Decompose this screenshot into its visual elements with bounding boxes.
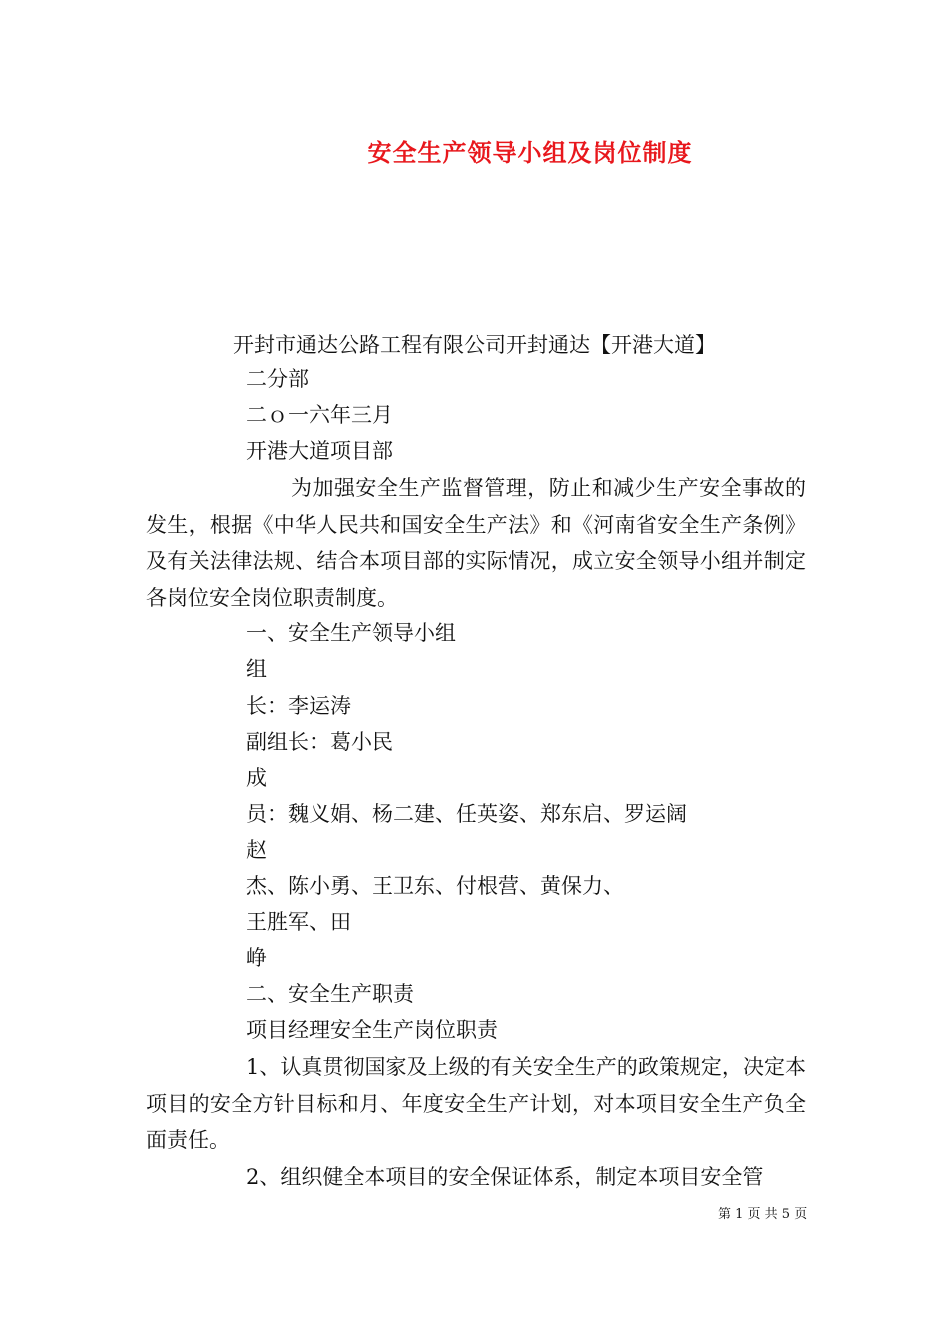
- intro-paragraph: 为加强安全生产监督管理，防止和减少生产安全事故的发生，根据《中华人民共和国安全生产法》和《河南省安全生产条例》及有关法律法规、结合本项目部的实际情况，成立安全领导小组并制定各岗位安全岗位职责制度。: [146, 476, 806, 610]
- document-date: 二ｏ一六年三月: [246, 403, 393, 427]
- page-footer: 第 1 页 共 5 页: [718, 1207, 808, 1222]
- division-name: 二分部: [246, 367, 309, 391]
- member-line: 王胜军、田: [246, 910, 351, 934]
- member-line: 赵: [246, 838, 267, 862]
- duty-item-1: 1、认真贯彻国家及上级的有关安全生产的政策规定，决定本项目的安全方针目标和月、年度安全生产计划，对本项目安全生产负全面责任。: [146, 1055, 806, 1152]
- duty-item-2: 2、组织健全本项目的安全保证体系，制定本项目安全管: [246, 1165, 764, 1189]
- member-line: 长：李运涛: [246, 694, 351, 718]
- member-line: 成: [246, 766, 267, 790]
- document-title: 安全生产领导小组及岗位制度: [367, 138, 693, 167]
- member-line: 杰、陈小勇、王卫东、付根营、黄保力、: [246, 874, 624, 898]
- member-line: 峥: [246, 946, 267, 970]
- section2-heading: 二、安全生产职责: [246, 982, 414, 1006]
- member-line: 副组长：葛小民: [246, 730, 393, 754]
- member-line: 员：魏义娟、杨二建、任英姿、郑东启、罗运阔: [246, 802, 687, 826]
- section2-subheading: 项目经理安全生产岗位职责: [246, 1018, 498, 1042]
- section1-heading: 一、安全生产领导小组: [246, 621, 456, 645]
- member-line: 组: [246, 657, 267, 681]
- department-name: 开港大道项目部: [246, 439, 393, 463]
- company-name: 开封市通达公路工程有限公司开封通达【开港大道】: [233, 333, 716, 357]
